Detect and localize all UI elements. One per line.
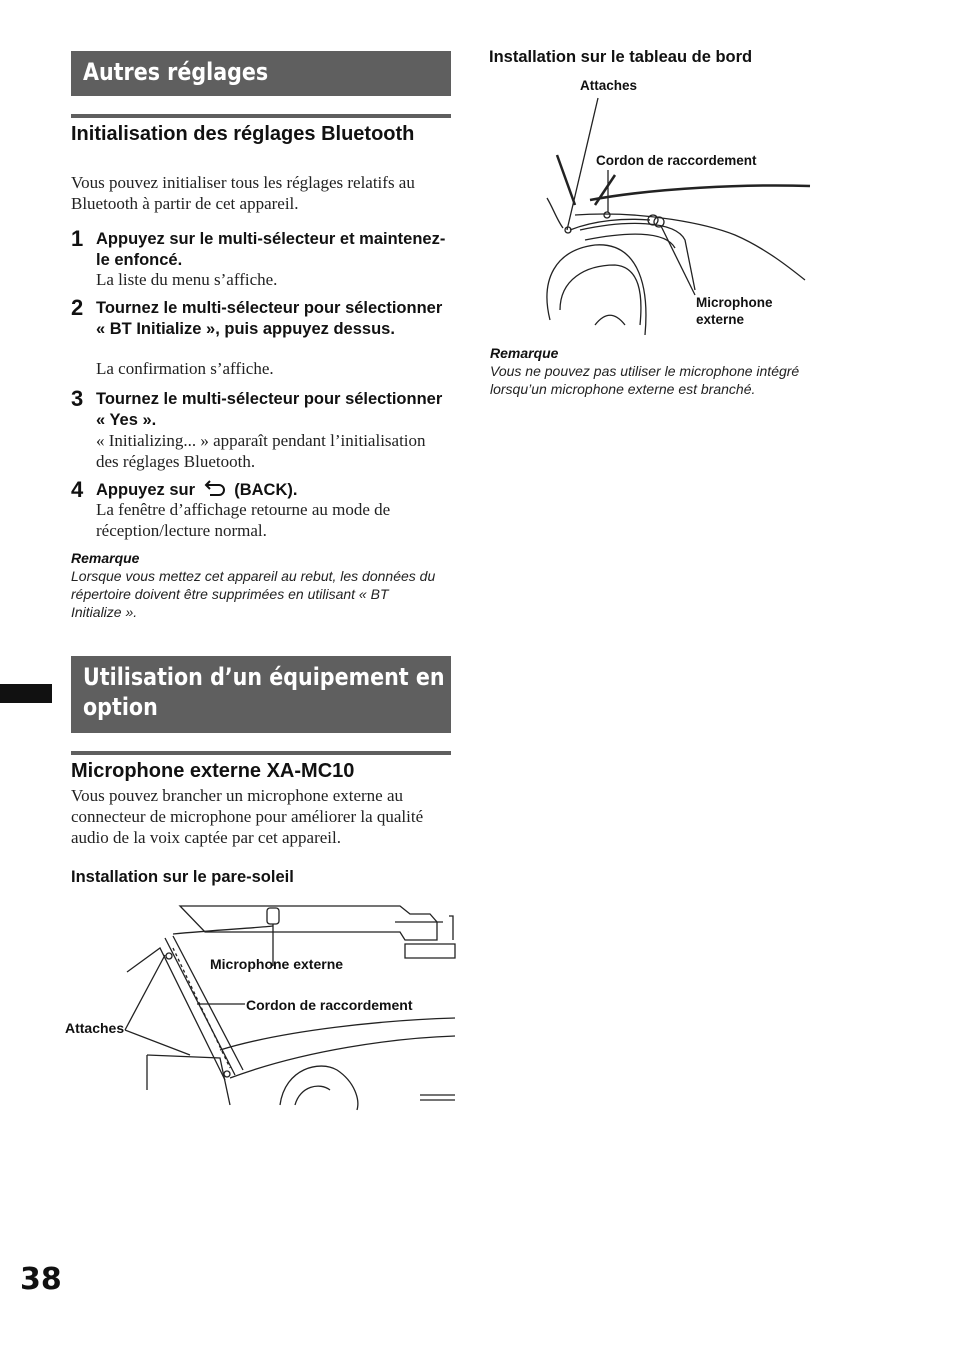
step-title: Tournez le multi-sélecteur pour sélectionner « Yes ». xyxy=(96,390,443,429)
intro-paragraph: Vous pouvez brancher un microphone externe au connecteur de microphone pour améliorer la qualité audio de la voix captée par cet appareil. xyxy=(71,786,424,847)
note-text: Vous ne pouvez pas utiliser le microphone intégré lorsqu’un microphone externe est branché. xyxy=(490,363,800,397)
step-description: La liste du menu s’affiche. xyxy=(96,270,278,289)
dashboard-title: Installation sur le tableau de bord xyxy=(489,48,753,66)
page-number: 38 xyxy=(20,1262,62,1297)
banner-title-line1: Utilisation d’un équipement en xyxy=(83,663,445,691)
label-attaches: Attaches xyxy=(580,78,638,93)
label-cordon-raccordement: Cordon de raccordement xyxy=(246,997,413,1013)
label-microphone: Microphone xyxy=(696,295,773,310)
label-externe: externe xyxy=(696,312,745,327)
section-banner-autres-reglages xyxy=(71,51,451,96)
intro-paragraph: Vous pouvez initialiser tous les réglages relatifs au Bluetooth à partir de cet appareil. xyxy=(71,173,415,213)
step-number: 2 xyxy=(71,295,84,320)
step-description: La confirmation s’affiche. xyxy=(96,359,274,378)
step-description: « Initializing... » apparaît pendant l’initialisation des réglages Bluetooth. xyxy=(96,431,426,471)
step-title: Appuyez sur le multi-sélecteur et maintenez-le enfoncé. xyxy=(96,230,446,269)
step-title xyxy=(96,480,446,501)
note-title: Remarque xyxy=(490,345,559,361)
banner-title: Autres réglages xyxy=(83,58,269,86)
step-title: Tournez le multi-sélecteur pour sélectionner « BT Initialize », puis appuyez dessus. xyxy=(96,299,443,338)
section-side-tab xyxy=(0,684,52,703)
step-number: 3 xyxy=(71,386,84,411)
dashboard-illustration xyxy=(535,80,815,340)
label-attaches: Attaches xyxy=(65,1020,125,1036)
note-title: Remarque xyxy=(71,550,140,566)
heading-initialisation: Initialisation des réglages Bluetooth xyxy=(71,123,415,145)
label-microphone-externe: Microphone externe xyxy=(210,956,344,972)
note-text: Lorsque vous mettez cet appareil au rebut, les données du répertoire doivent être supprimées en utilisant « BT Initialize ». xyxy=(71,568,436,620)
step-title-after: (BACK). xyxy=(234,481,298,499)
heading-rule xyxy=(71,114,451,118)
step-number: 4 xyxy=(71,477,84,502)
back-arrow-icon xyxy=(204,480,226,498)
sun-visor-title: Installation sur le pare-soleil xyxy=(71,868,294,886)
label-cordon-raccordement: Cordon de raccordement xyxy=(596,153,757,168)
heading-rule xyxy=(71,751,451,755)
heading-microphone-externe: Microphone externe XA-MC10 xyxy=(71,760,355,782)
step-title-before: Appuyez sur xyxy=(96,481,196,499)
step-number: 1 xyxy=(71,226,84,251)
banner-title-line2: option xyxy=(83,693,158,721)
section-banner-equipement-option xyxy=(71,656,451,733)
step-description: La fenêtre d’affichage retourne au mode de réception/lecture normal. xyxy=(96,500,391,540)
